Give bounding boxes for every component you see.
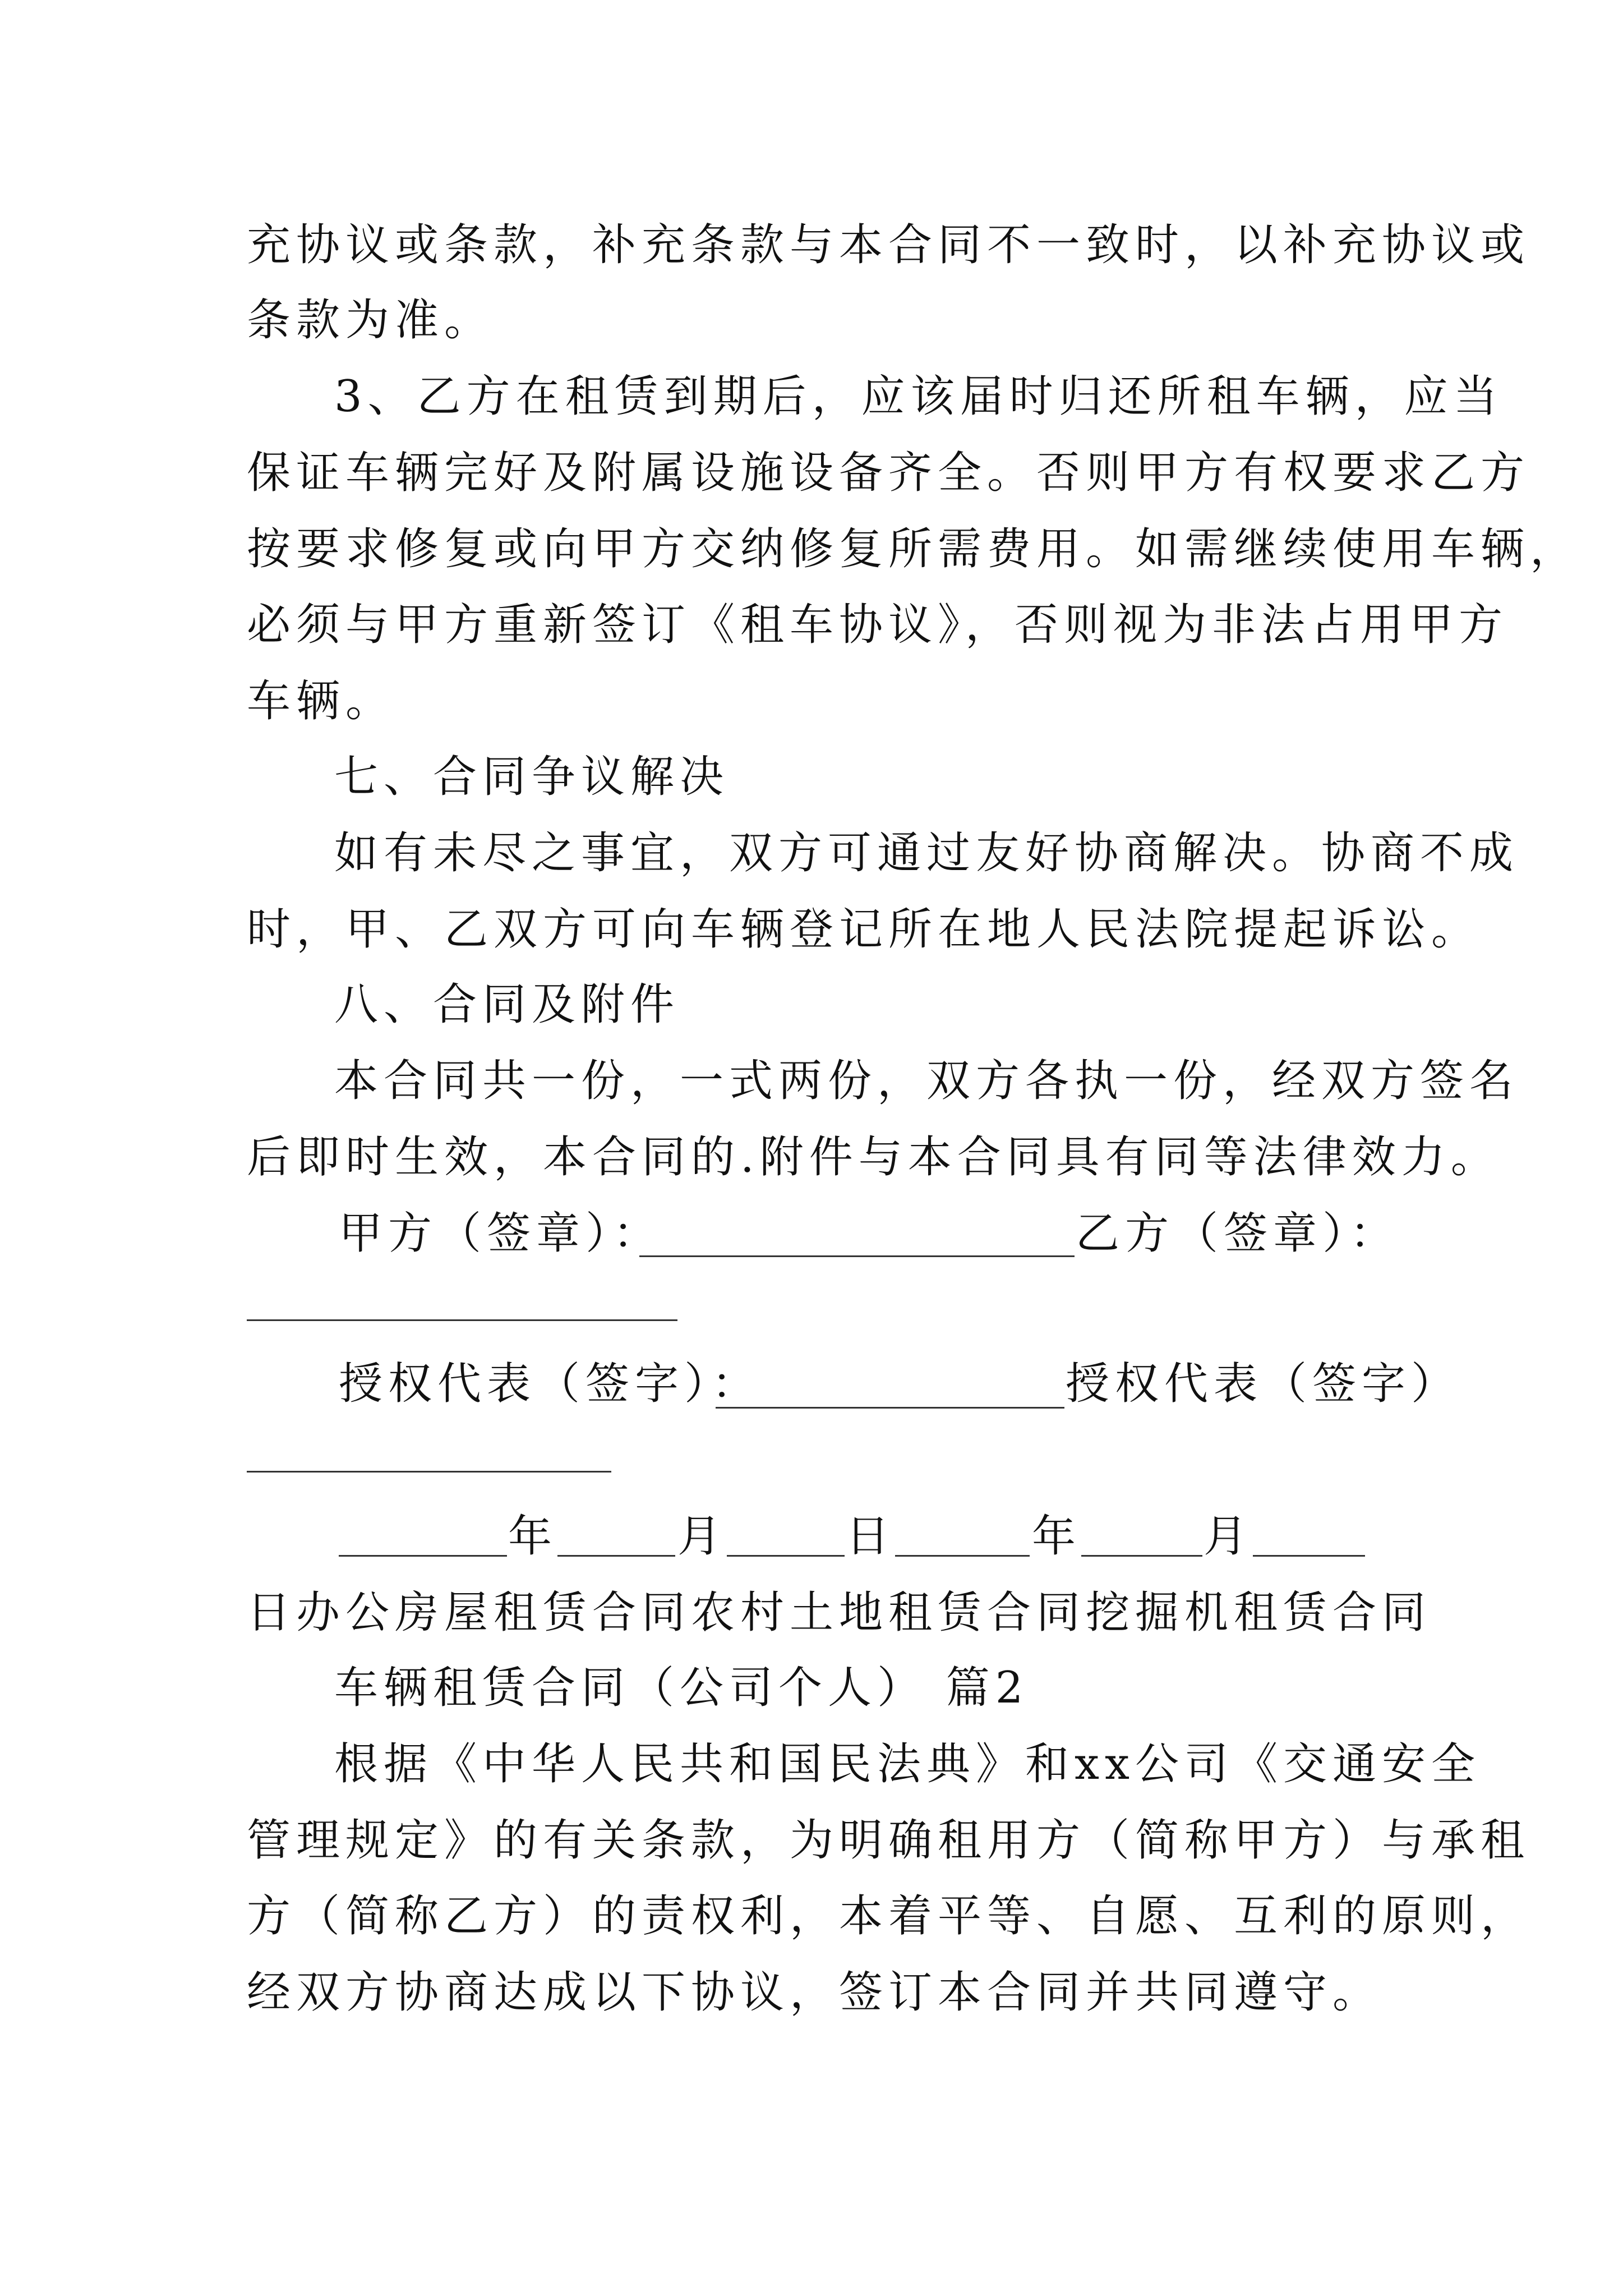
section-2-title: 车辆租赁合同（公司个人） 篇2 <box>334 1663 1029 1713</box>
body-line: 保证车辆完好及附属设施设备齐全。否则甲方有权要求乙方 <box>247 448 1530 498</box>
section-heading-7: 七、合同争议解决 <box>334 752 730 802</box>
body-line: 按要求修复或向甲方交纳修复所需费用。如需继续使用车辆， <box>247 524 1580 574</box>
party-a-rep-label: 授权代表（签字）： <box>339 1359 762 1409</box>
section-2-line: 管理规定》的有关条款，为明确租用方（简称甲方）与承租 <box>247 1815 1530 1866</box>
body-line: 必须与甲方重新签订《租车协议》，否则视为非法占用甲方 <box>247 600 1509 650</box>
body-line: 条款为准。 <box>247 295 494 346</box>
section-heading-8: 八、合同及附件 <box>334 979 680 1030</box>
date-a-month-blank <box>557 1555 675 1557</box>
party-b-rep-label: 授权代表（签字） <box>1066 1359 1461 1409</box>
date-b-year-label: 年 <box>1032 1511 1082 1562</box>
date-a-month-label: 月 <box>677 1511 727 1562</box>
body-line: 车辆。 <box>247 676 395 726</box>
date-tail-line: 日办公房屋租赁合同农村土地租赁合同挖掘机租赁合同 <box>247 1588 1432 1638</box>
party-a-rep-signature-line <box>716 1407 1064 1409</box>
date-a-day-label: 日 <box>846 1511 896 1562</box>
date-b-month-label: 月 <box>1204 1511 1253 1562</box>
date-a-day-blank <box>727 1555 845 1557</box>
party-b-signature-line <box>247 1319 677 1321</box>
party-b-seal-label: 乙方（签章）： <box>1076 1208 1400 1259</box>
body-line: 时，甲、乙双方可向车辆登记所在地人民法院提起诉讼。 <box>247 904 1481 955</box>
body-line: 如有未尽之事宜，双方可通过友好协商解决。协商不成 <box>334 828 1519 878</box>
date-a-year-label: 年 <box>508 1511 558 1562</box>
date-a-year-blank <box>339 1555 507 1557</box>
section-2-line: 经双方协商达成以下协议，签订本合同并共同遵守。 <box>247 1967 1382 2018</box>
body-line: 充协议或条款，补充条款与本合同不一致时，以补充协议或 <box>247 220 1530 270</box>
party-b-rep-signature-line <box>247 1471 611 1473</box>
party-a-signature-line <box>639 1255 1075 1257</box>
section-2-line: 方（简称乙方）的责权利，本着平等、自愿、互利的原则， <box>247 1891 1530 1941</box>
date-b-year-blank <box>895 1555 1030 1557</box>
clause-3: 3、乙方在租赁到期后，应该届时归还所租车辆，应当 <box>334 371 1503 422</box>
date-b-day-blank <box>1253 1555 1365 1557</box>
body-line: 后即时生效，本合同的.附件与本合同具有同等法律效力。 <box>247 1132 1500 1182</box>
party-a-seal-label: 甲方（签章）： <box>339 1208 663 1259</box>
section-2-line: 根据《中华人民共和国民法典》和xx公司《交通安全 <box>334 1739 1481 1789</box>
body-line: 本合同共一份，一式两份，双方各执一份，经双方签名 <box>334 1056 1519 1106</box>
date-b-month-blank <box>1081 1555 1202 1557</box>
